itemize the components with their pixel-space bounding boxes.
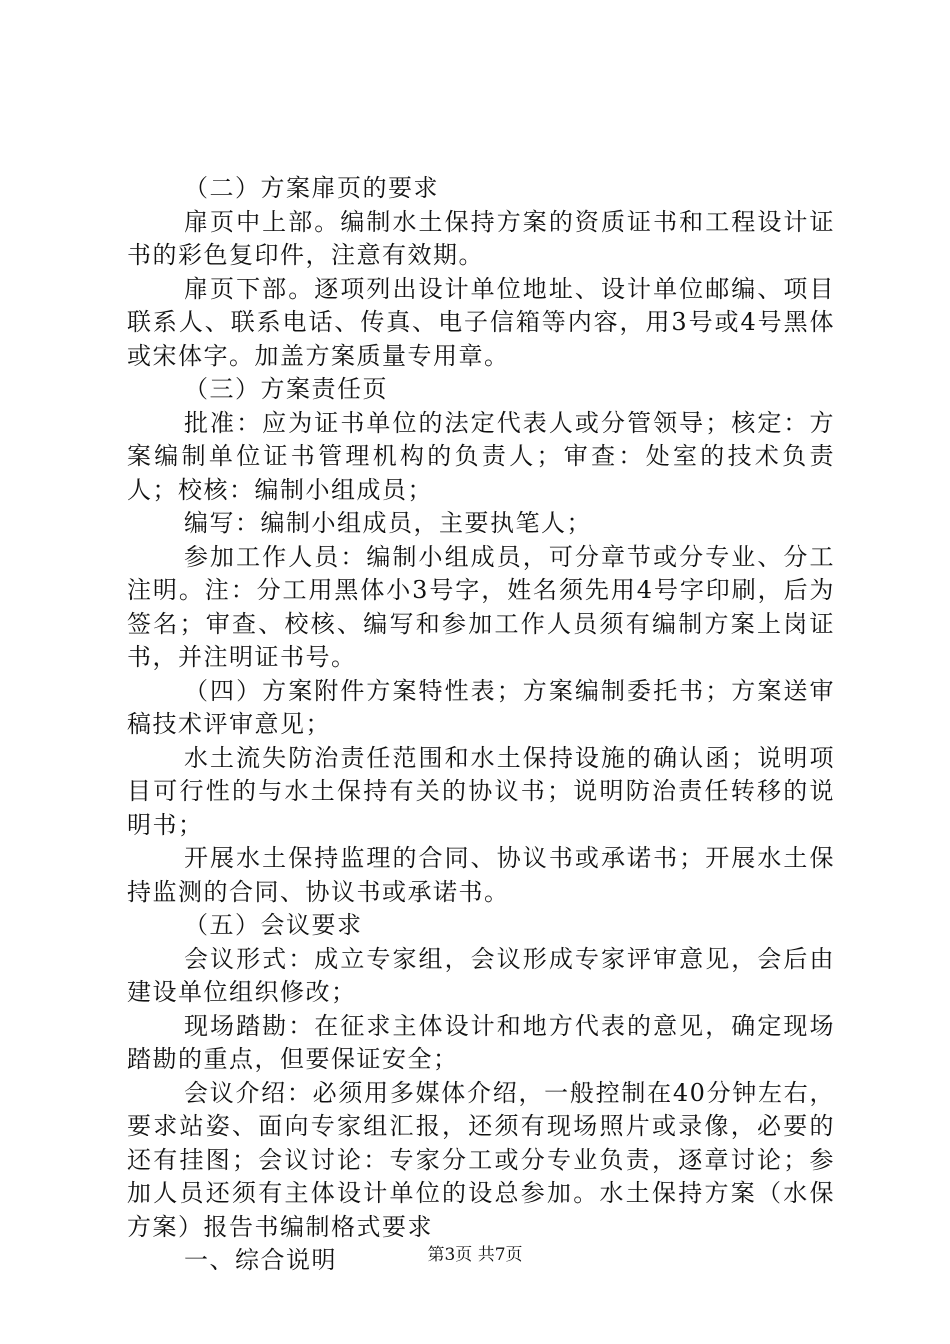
paragraph-13: 现场踏勘：在征求主体设计和地方代表的意见，确定现场踏勘的重点，但要保证安全； bbox=[127, 1011, 835, 1073]
page-number-footer: 第3页 共7页 bbox=[427, 1245, 523, 1265]
paragraph-5: 批准：应为证书单位的法定代表人或分管领导；核定：方案编制单位证书管理机构的负责人；审查：处室的技术负责人；校核：编制小组成员； bbox=[127, 408, 835, 504]
paragraph-14: 会议介绍：必须用多媒体介绍，一般控制在40分钟左右，要求站姿、面向专家组汇报，还须有现场照片或录像，必要的还有挂图；会议讨论：专家分工或分专业负责，逐章讨论；参加人员还须有主体设计单位的设总参加。水土保持方案（水保方案）报告书编制格式要求 bbox=[127, 1078, 835, 1241]
paragraph-1: （二）方案扉页的要求 bbox=[184, 174, 439, 202]
document-body bbox=[127, 172, 835, 1278]
paragraph-11: （五）会议要求 bbox=[184, 911, 363, 939]
paragraph-6: 编写：编制小组成员，主要执笔人； bbox=[184, 509, 592, 537]
paragraph-10: 开展水土保持监理的合同、协议书或承诺书；开展水土保持监测的合同、协议书或承诺书。 bbox=[127, 844, 835, 906]
paragraph-15: 一、综合说明 bbox=[184, 1246, 337, 1274]
paragraph-8: （四）方案附件方案特性表；方案编制委托书；方案送审稿技术评审意见； bbox=[127, 676, 835, 738]
paragraph-12: 会议形式：成立专家组，会议形成专家评审意见，会后由建设单位组织修改； bbox=[127, 944, 835, 1006]
paragraph-4: （三）方案责任页 bbox=[184, 375, 388, 403]
paragraph-9: 水土流失防治责任范围和水土保持设施的确认函；说明项目可行性的与水土保持有关的协议书；说明防治责任转移的说明书； bbox=[127, 743, 835, 839]
paragraph-3: 扉页下部。逐项列出设计单位地址、设计单位邮编、项目联系人、联系电话、传真、电子信箱等内容，用3号或4号黑体或宋体字。加盖方案质量专用章。 bbox=[127, 274, 835, 370]
paragraph-7: 参加工作人员：编制小组成员，可分章节或分专业、分工注明。注：分工用黑体小3号字，姓名须先用4号字印刷，后为签名；审查、校核、编写和参加工作人员须有编制方案上岗证书，并注明证书号。 bbox=[127, 542, 835, 671]
paragraph-2: 扉页中上部。编制水土保持方案的资质证书和工程设计证书的彩色复印件，注意有效期。 bbox=[127, 207, 835, 269]
